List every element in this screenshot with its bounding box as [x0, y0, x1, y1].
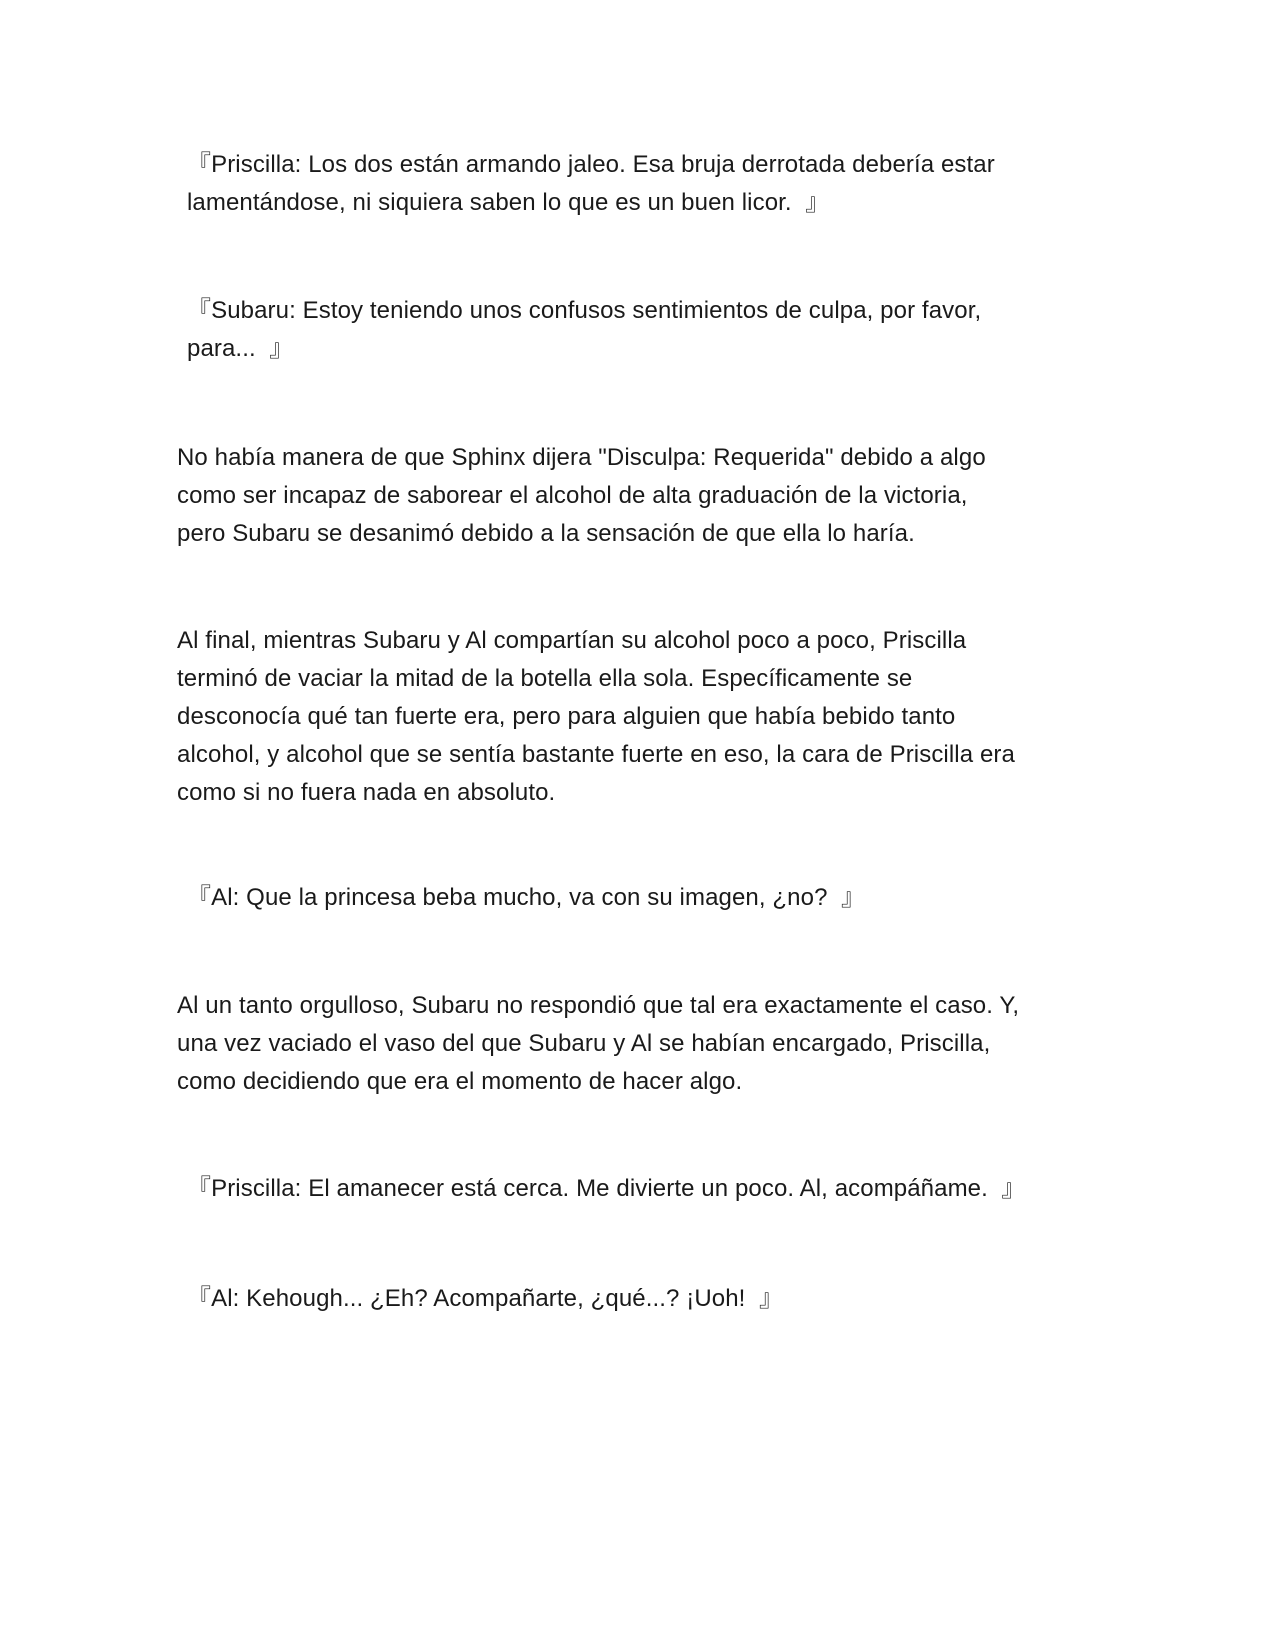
text-line: 『Priscilla: Los dos están armando jaleo. Esa bruja derrotada debería estar [187, 151, 995, 178]
text-line: como si no fuera nada en absoluto. [177, 779, 556, 806]
text-line: como ser incapaz de saborear el alcohol de alta graduación de la victoria, [177, 482, 968, 509]
narration-paragraph [177, 439, 1117, 553]
text-line: terminó de vaciar la mitad de la botella ella sola. Específicamente se [177, 665, 913, 692]
text-line: 『Al: Kehough... ¿Eh? Acompañarte, ¿qué...? ¡Uoh! 』 [187, 1285, 784, 1312]
text-line: Al un tanto orgulloso, Subaru no respondió que tal era exactamente el caso. Y, [177, 992, 1020, 1019]
text-line: pero Subaru se desanimó debido a la sensación de que ella lo haría. [177, 520, 915, 547]
text-line: desconocía qué tan fuerte era, pero para alguien que había bebido tanto [177, 703, 956, 730]
narration-paragraph [177, 987, 1117, 1101]
text-line: Al final, mientras Subaru y Al compartían su alcohol poco a poco, Priscilla [177, 627, 967, 654]
text-line: una vez vaciado el vaso del que Subaru y Al se habían encargado, Priscilla, [177, 1030, 991, 1057]
text-line: alcohol, y alcohol que se sentía bastante fuerte en eso, la cara de Priscilla era [177, 741, 1015, 768]
dialogue-paragraph [177, 879, 1127, 917]
text-line: 『Al: Que la princesa beba mucho, va con su imagen, ¿no? 』 [187, 884, 866, 911]
text-line: 『Subaru: Estoy teniendo unos confusos sentimientos de culpa, por favor, [187, 297, 982, 324]
text-line: para... 』 [187, 335, 294, 362]
narration-paragraph [177, 622, 1117, 812]
dialogue-paragraph [177, 1280, 1127, 1318]
text-line: como decidiendo que era el momento de hacer algo. [177, 1068, 743, 1095]
text-line: 『Priscilla: El amanecer está cerca. Me divierte un poco. Al, acompáñame. 』 [187, 1175, 1026, 1202]
text-line: No había manera de que Sphinx dijera "Disculpa: Requerida" debido a algo [177, 444, 986, 471]
dialogue-paragraph [177, 146, 1127, 222]
dialogue-paragraph [177, 1170, 1127, 1208]
text-line: lamentándose, ni siquiera saben lo que es un buen licor. 』 [187, 189, 830, 216]
dialogue-paragraph [177, 292, 1127, 368]
